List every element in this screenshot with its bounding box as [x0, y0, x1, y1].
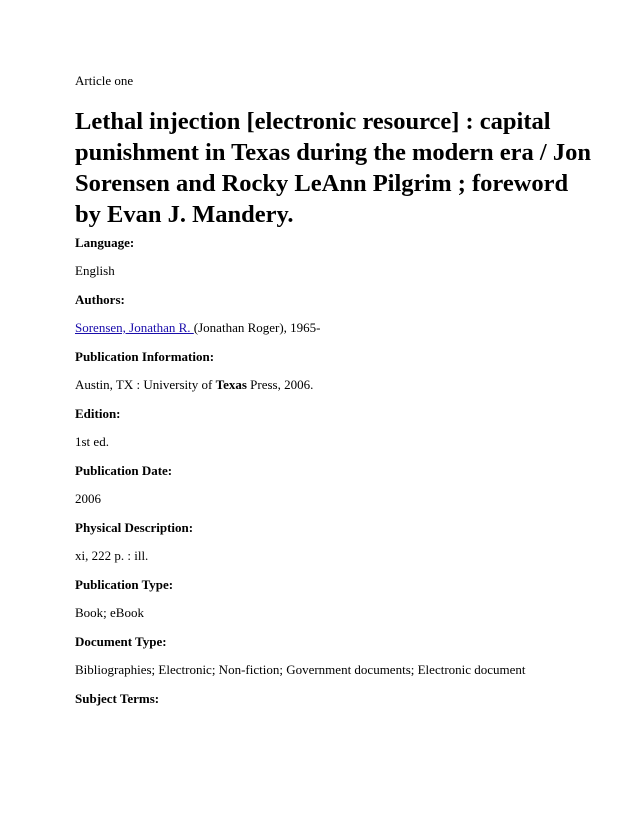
record-title: Lethal injection [electronic resource] : capital punishment in Texas during the modern era / Jon Sorensen and Rocky LeAnn Pilgrim ; foreword by Evan J. Mandery. — [75, 108, 591, 228]
publisher-text: Austin, TX : University of — [75, 377, 216, 392]
author-details: (Jonathan Roger), 1965- — [193, 320, 321, 335]
publisher-highlight: Texas — [215, 377, 247, 392]
publication-date-label: Publication Date: — [75, 463, 173, 478]
publication-date-value: 2006 — [75, 491, 101, 506]
publication-information-label: Publication Information: — [75, 349, 215, 364]
authors-value — [75, 320, 321, 336]
publication-information-value — [75, 377, 313, 393]
subject-terms-label: Subject Terms: — [75, 691, 160, 706]
physical-description-value: xi, 222 p. : ill. — [75, 548, 149, 563]
publisher-text-end: Press, 2006. — [246, 377, 314, 392]
edition-label: Edition: — [75, 406, 121, 421]
publication-type-label: Publication Type: — [75, 577, 174, 592]
language-label: Language: — [75, 235, 135, 250]
language-value: English — [75, 263, 115, 278]
publication-type-value: Book; eBook — [75, 605, 144, 620]
authors-label: Authors: — [75, 292, 125, 307]
document-type-value: Bibliographies; Electronic; Non-fiction; Government documents; Electronic document — [75, 662, 526, 677]
author-link[interactable]: Sorensen, Jonathan R. — [75, 320, 194, 335]
document-type-label: Document Type: — [75, 634, 167, 649]
article-label: Article one — [75, 73, 134, 88]
physical-description-label: Physical Description: — [75, 520, 194, 535]
edition-value: 1st ed. — [75, 434, 109, 449]
